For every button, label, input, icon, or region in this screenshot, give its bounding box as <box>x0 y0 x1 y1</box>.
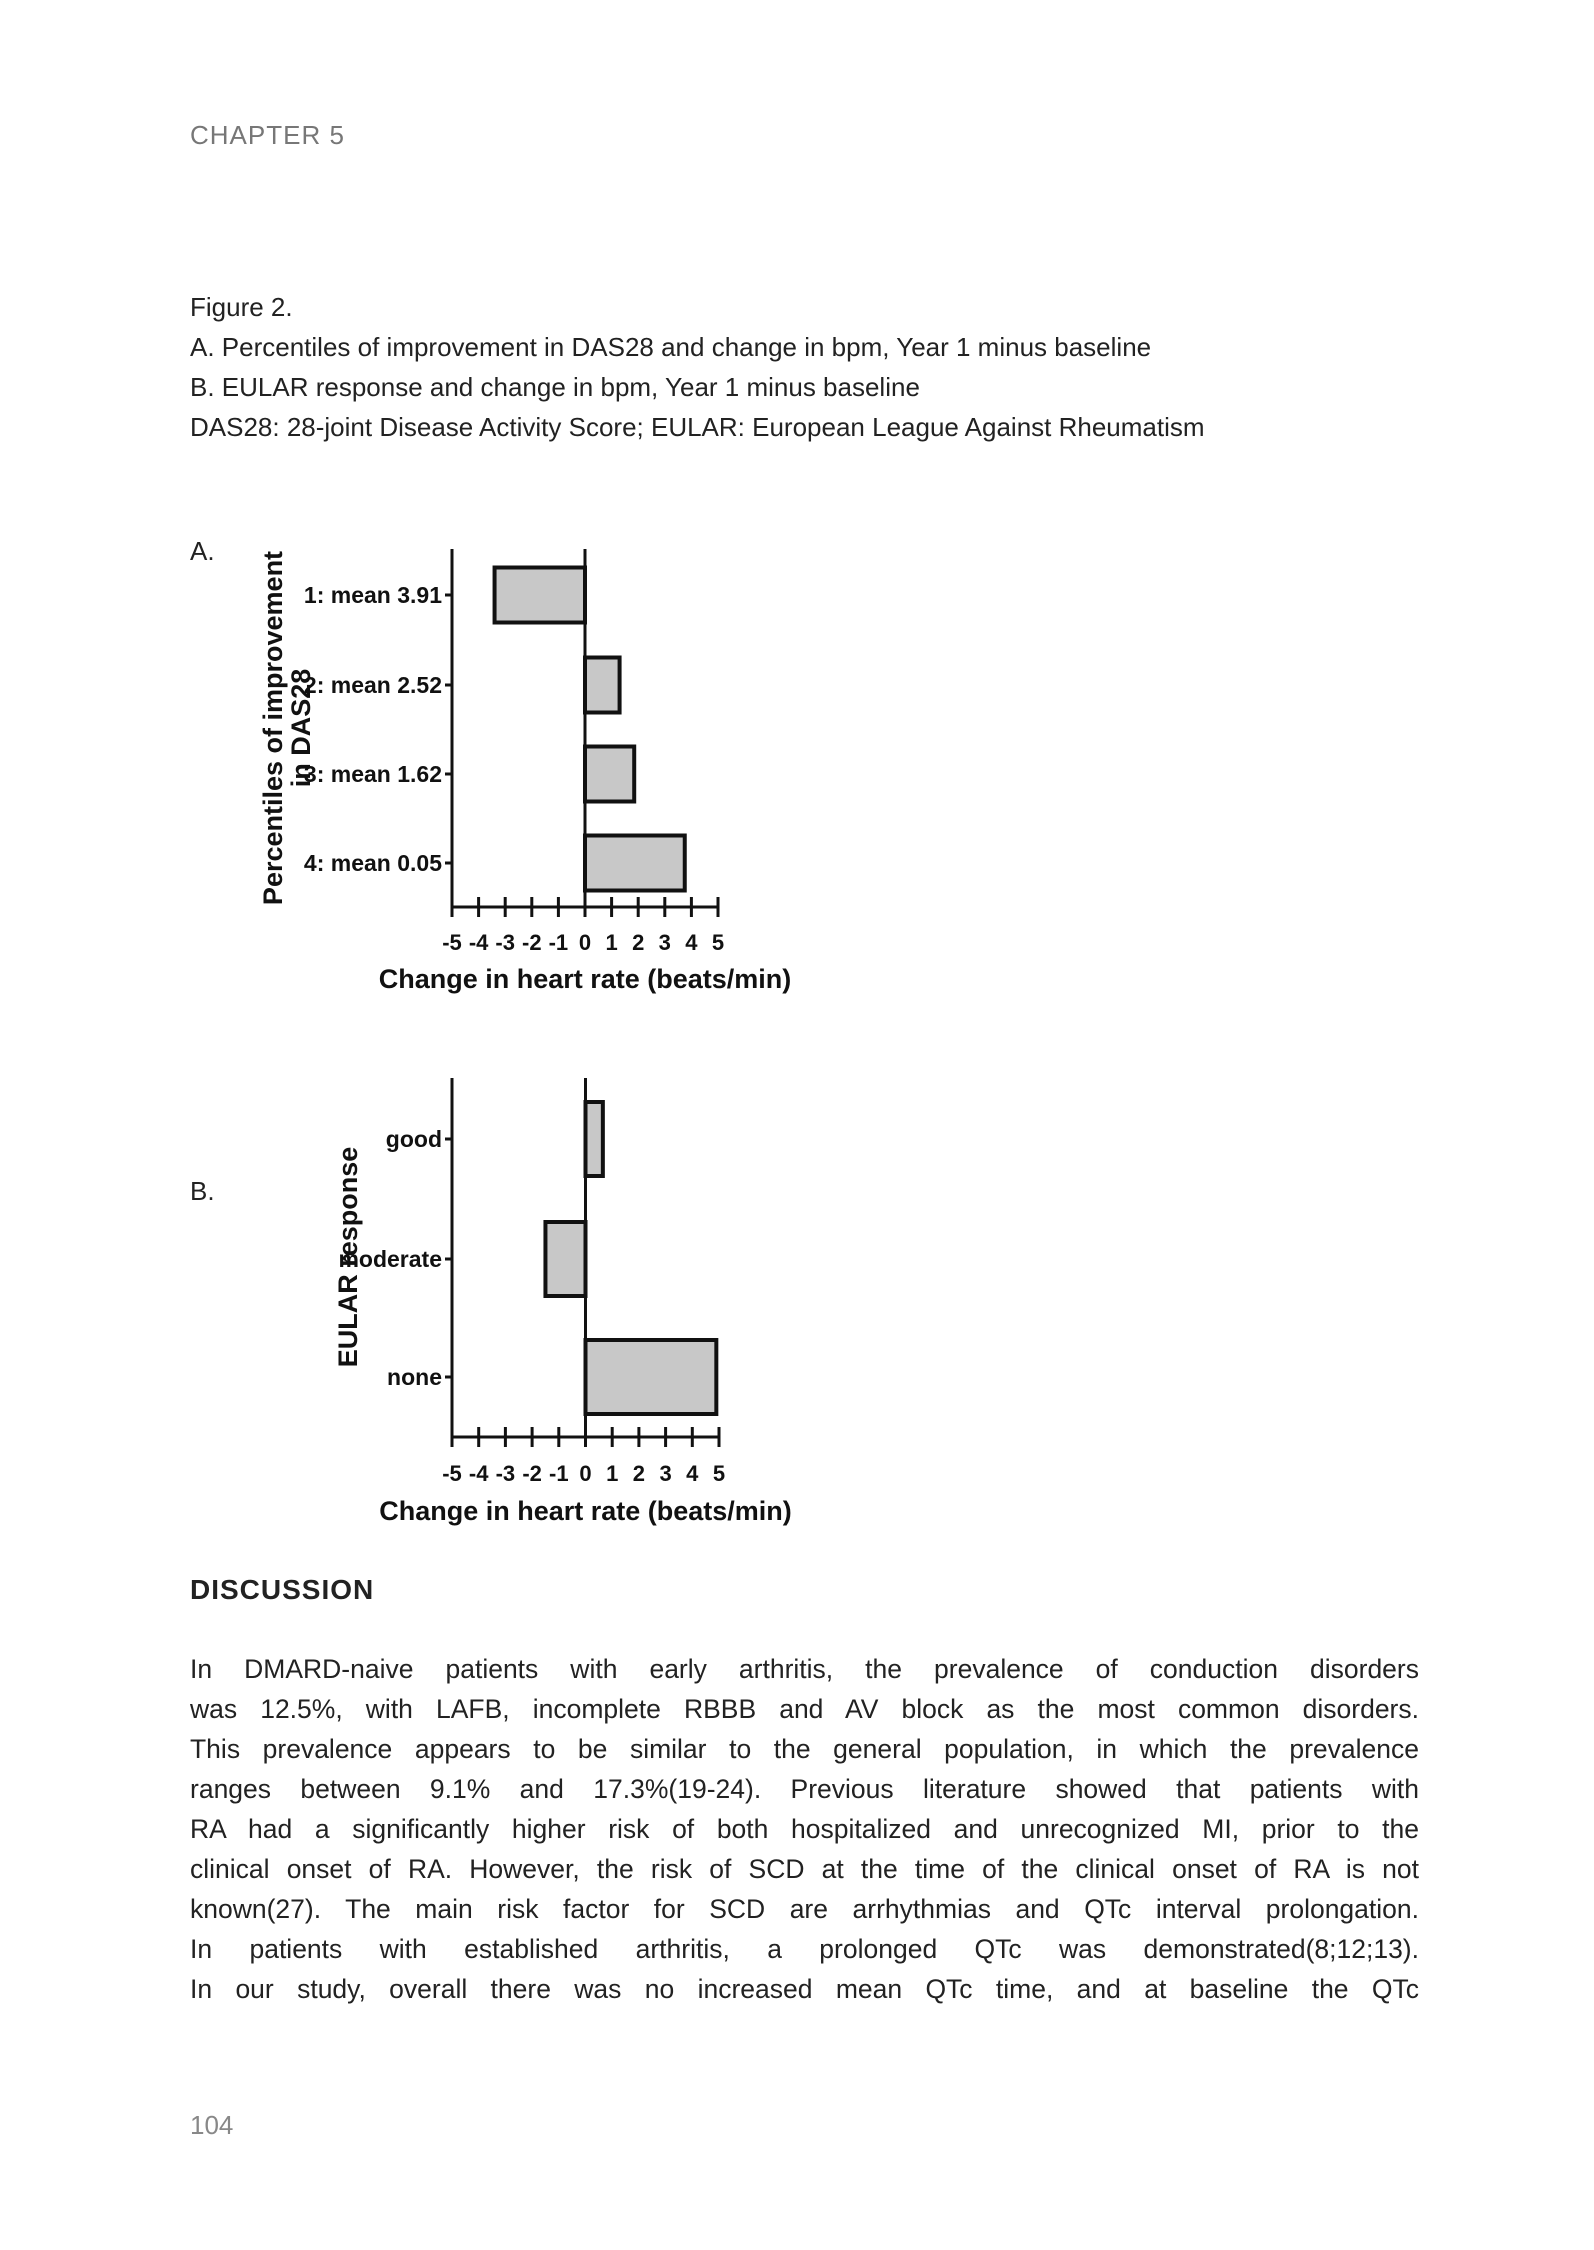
caption-line: B. EULAR response and change in bpm, Year 1 minus baseline <box>190 372 920 402</box>
x-tick-label: 2 <box>632 1461 646 1486</box>
figure-title: Figure 2. <box>190 292 293 322</box>
bar <box>495 568 585 623</box>
x-tick-label: 3 <box>659 1461 672 1486</box>
y-axis-label: Percentiles of improvement <box>258 550 288 906</box>
bar <box>586 1340 717 1414</box>
bar <box>585 747 634 802</box>
x-tick-label: 0 <box>579 1461 592 1486</box>
y-tick-label: 2: mean 2.52 <box>303 672 442 698</box>
y-tick-label: 3: mean 1.62 <box>303 761 442 787</box>
x-tick-label: 0 <box>578 930 592 955</box>
paragraph-line: RA had a significantly higher risk of both hospitalized and unrecognized MI, prior to the <box>190 1814 1419 1844</box>
y-tick-label: good <box>385 1126 442 1152</box>
x-tick-label: -2 <box>522 1461 542 1486</box>
chapter-header: CHAPTER 5 <box>190 120 345 150</box>
x-tick-label: 1 <box>606 1461 619 1486</box>
paragraph-line: In DMARD-naive patients with early arthritis, the prevalence of conduction disorders <box>190 1654 1419 1684</box>
paragraph-line: was 12.5%, with LAFB, incomplete RBBB and AV block as the most common disorders. <box>190 1694 1419 1724</box>
x-tick-label: -1 <box>549 1461 569 1486</box>
x-tick-label: -1 <box>548 930 569 955</box>
x-tick-label: -3 <box>495 1461 516 1486</box>
page-number: 104 <box>190 2110 234 2140</box>
caption-line: A. Percentiles of improvement in DAS28 and change in bpm, Year 1 minus baseline <box>190 332 1152 362</box>
x-tick-label: 4 <box>686 1461 699 1486</box>
y-tick-label: none <box>387 1364 442 1390</box>
y-tick-label: 1: mean 3.91 <box>303 582 442 608</box>
bar <box>586 1102 603 1176</box>
panel-label-a: A. <box>190 536 215 566</box>
bar <box>585 836 685 891</box>
section-heading: DISCUSSION <box>190 1574 375 1605</box>
x-tick-label: 5 <box>712 1461 726 1486</box>
x-tick-label: -5 <box>442 930 462 955</box>
panel-label-b: B. <box>190 1176 215 1206</box>
bar <box>545 1222 585 1296</box>
bar <box>585 658 620 713</box>
y-tick-label: moderate <box>338 1246 442 1272</box>
y-axis-label: EULAR response <box>333 1146 363 1368</box>
x-tick-label: -2 <box>522 930 542 955</box>
x-tick-label: -5 <box>442 1461 462 1486</box>
x-tick-label: -3 <box>495 930 515 955</box>
caption-line: DAS28: 28-joint Disease Activity Score; EULAR: European League Against Rheumatism <box>190 412 1205 442</box>
x-tick-label: 1 <box>605 930 618 955</box>
x-tick-label: 5 <box>711 930 725 955</box>
x-tick-label: -4 <box>468 930 489 955</box>
y-axis-label: in DAS28 <box>286 668 316 788</box>
x-axis-label: Change in heart rate (beats/min) <box>379 1496 792 1526</box>
x-axis-label: Change in heart rate (beats/min) <box>378 964 792 994</box>
x-tick-label: 4 <box>685 930 698 955</box>
x-tick-label: 2 <box>632 930 645 955</box>
paragraph-line: clinical onset of RA. However, the risk of SCD at the time of the clinical onset of RA is not <box>190 1854 1419 1884</box>
paragraph-line: known(27). The main risk factor for SCD are arrhythmias and QTc interval prolongation. <box>190 1894 1419 1924</box>
x-tick-label: -4 <box>468 1461 489 1486</box>
paragraph-line: In patients with established arthritis, a prolonged QTc was demonstrated(8;12;13). <box>190 1934 1419 1964</box>
paragraph-line: ranges between 9.1% and 17.3%(19-24). Previous literature showed that patients with <box>190 1774 1419 1804</box>
y-tick-label: 4: mean 0.05 <box>303 850 442 876</box>
paragraph-line: This prevalence appears to be similar to the general population, in which the prevalence <box>190 1734 1419 1764</box>
paragraph-line: In our study, overall there was no increased mean QTc time, and at baseline the QTc <box>190 1974 1419 2004</box>
x-tick-label: 3 <box>658 930 671 955</box>
